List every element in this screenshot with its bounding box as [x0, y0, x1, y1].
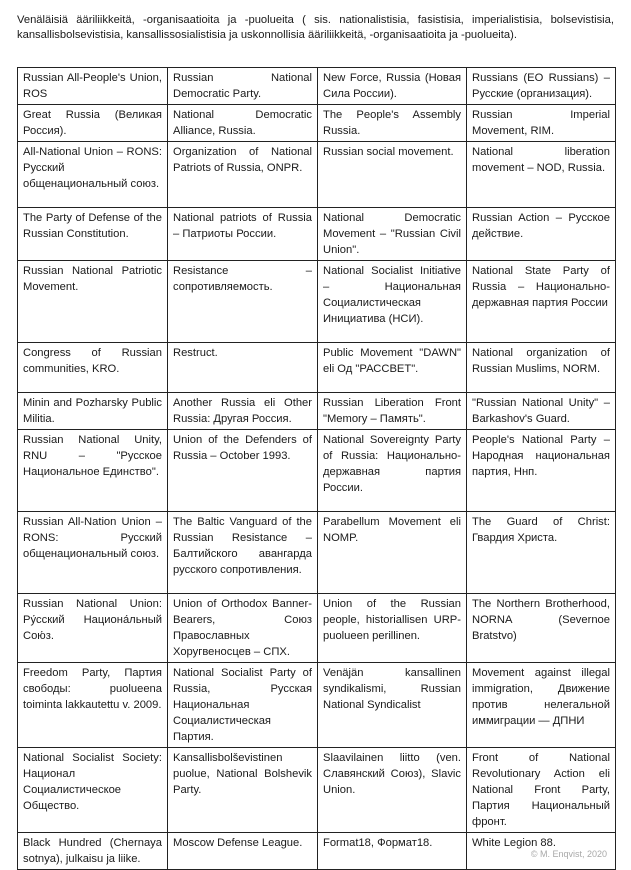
- table-cell: Russian National Union: Ру́сский Национа́льный Сою́з.: [18, 594, 168, 663]
- intro-paragraph: Venäläisiä ääriliikkeitä, -organisaatioita ja -puolueita ( sis. nationalistisia, fasistisia, imperialistisia, bolsevistisia, kansallisbolsevistisia, kansallissosialistisia ja uskonnollisia ääriliikkeitä, -organisaatioita ja -puolueita).: [17, 14, 614, 41]
- table-cell: Congress of Russian communities, KRO.: [18, 343, 168, 393]
- table-cell: Moscow Defense League.: [168, 833, 318, 870]
- table-cell: National Sovereignty Party of Russia: Национально-державная партия России.: [318, 430, 467, 512]
- table-row: [18, 663, 616, 748]
- table-row: [18, 512, 616, 594]
- table-row: [18, 833, 616, 870]
- table-row: [18, 261, 616, 343]
- table-cell: The Party of Defense of the Russian Constitution.: [18, 208, 168, 261]
- table-cell: Movement against illegal immigration, Движение против нелегальной иммиграции — ДПНИ: [467, 663, 616, 748]
- table-cell: National State Party of Russia – Национально-державная партия России: [467, 261, 616, 343]
- table-cell: The Baltic Vanguard of the Russian Resistance – Балтийского авангарда русского сопротивления.: [168, 512, 318, 594]
- table-cell: Public Movement "DAWN" eli Од "РАССВЕТ".: [318, 343, 467, 393]
- table-row: [18, 208, 616, 261]
- table-cell: Parabellum Movement eli NOMP.: [318, 512, 467, 594]
- table-cell: Venäjän kansallinen syndikalismi, Russian National Syndicalist: [318, 663, 467, 748]
- table-cell: National Democratic Movement – "Russian Civil Union".: [318, 208, 467, 261]
- table-row: [18, 343, 616, 393]
- table-cell: Kansallisbolševistinen puolue, National Bolshevik Party.: [168, 748, 318, 833]
- table-cell: Minin and Pozharsky Public Militia.: [18, 393, 168, 430]
- table-cell: Union of Orthodox Banner-Bearers, Союз Православных Хоругвеносцев – СПХ.: [168, 594, 318, 663]
- copyright-credit: © M. Enqvist, 2020: [530, 849, 607, 859]
- table-row: [18, 748, 616, 833]
- organizations-table: [17, 67, 616, 870]
- table-cell: Great Russia (Великая Россия).: [18, 105, 168, 142]
- table-cell: Union of the Russian people, historiallisen URP-puolueen perillinen.: [318, 594, 467, 663]
- table-cell: National organization of Russian Muslims, NORM.: [467, 343, 616, 393]
- table-cell: Black Hundred (Chernaya sotnya), julkaisu ja liike.: [18, 833, 168, 870]
- table-cell: "Russian National Unity" – Barkashov's Guard.: [467, 393, 616, 430]
- table-cell: White Legion 88.: [467, 833, 616, 870]
- table-cell: Russian Action – Русское действие.: [467, 208, 616, 261]
- table-cell: Another Russia eli Other Russia: Другая Россия.: [168, 393, 318, 430]
- table-row: [18, 142, 616, 208]
- table-cell: Russians (EO Russians) – Русские (организация).: [467, 68, 616, 105]
- table-row: [18, 393, 616, 430]
- table-cell: Organization of National Patriots of Russia, ONPR.: [168, 142, 318, 208]
- table-cell: Format18, Формат18.: [318, 833, 467, 870]
- table-cell: Russian National Patriotic Movement.: [18, 261, 168, 343]
- table-cell: Russian Imperial Movement, RIM.: [467, 105, 616, 142]
- table-cell: Restruct.: [168, 343, 318, 393]
- table-cell: Slaavilainen liitto (ven. Славянский Союз), Slavic Union.: [318, 748, 467, 833]
- table-cell: Russian All-Nation Union – RONS: Русский общенациональный союз.: [18, 512, 168, 594]
- table-cell: National patriots of Russia – Патриоты России.: [168, 208, 318, 261]
- table-cell: Freedom Party, Партия свободы: puolueena toiminta lakkautettu v. 2009.: [18, 663, 168, 748]
- table-row: [18, 68, 616, 105]
- table-cell: National liberation movement – NOD, Russia.: [467, 142, 616, 208]
- table-row: [18, 594, 616, 663]
- table-cell: The People's Assembly Russia.: [318, 105, 467, 142]
- table-cell: Union of the Defenders of Russia – October 1993.: [168, 430, 318, 512]
- table-row: [18, 105, 616, 142]
- table-cell: The Northern Brotherhood, NORNA (Severnoe Bratstvo): [467, 594, 616, 663]
- table-cell: Russian National Unity, RNU – "Русское Национальное Единство".: [18, 430, 168, 512]
- table-cell: The Guard of Christ: Гвардия Христа.: [467, 512, 616, 594]
- table-cell: Front of National Revolutionary Action eli National Front Party, Партия Национальный фронт.: [467, 748, 616, 833]
- table-cell: People's National Party – Народная национальная партия, Ннп.: [467, 430, 616, 512]
- table-cell: All-National Union – RONS: Русский общенациональный союз.: [18, 142, 168, 208]
- table-cell: National Socialist Party of Russia, Русская Национальная Социалистическая Партия.: [168, 663, 318, 748]
- table-cell: National Democratic Alliance, Russia.: [168, 105, 318, 142]
- table-cell: Russian National Democratic Party.: [168, 68, 318, 105]
- table-cell: Russian social movement.: [318, 142, 467, 208]
- table-cell: Russian Liberation Front "Memory – Память".: [318, 393, 467, 430]
- table-row: [18, 430, 616, 512]
- table-cell: Russian All-People's Union, ROS: [18, 68, 168, 105]
- table-cell: New Force, Russia (Новая Сила России).: [318, 68, 467, 105]
- table-cell: National Socialist Initiative – Национальная Социалистическая Инициатива (НСИ).: [318, 261, 467, 343]
- table-cell: National Socialist Society: Национал Социалистическое Общество.: [18, 748, 168, 833]
- table-cell: Resistance – сопротивляемость.: [168, 261, 318, 343]
